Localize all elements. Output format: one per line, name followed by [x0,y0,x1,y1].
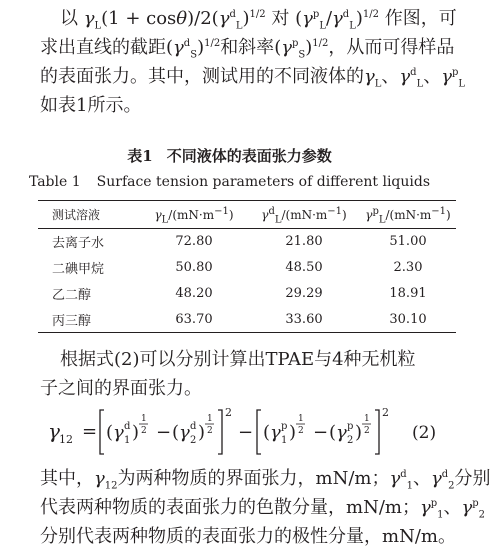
text: ( [295,8,303,29]
text: ) [242,8,250,29]
fraction-numerator: 1 [207,414,213,424]
superscript: −1 [327,205,343,217]
paren: ( [329,422,337,443]
text: 对 [271,8,290,29]
paragraph-line [40,467,491,491]
cell-gamma-d: 48.50 [285,260,323,275]
gamma-symbol: γ [461,497,473,518]
gamma-symbol: γ [179,422,190,443]
subscript: L [416,78,424,90]
subscript: L [274,213,282,225]
gamma-symbol: γ [154,207,162,222]
paragraph-line: 根据式(2)可以分别计算出TPAE与4种无机粒 [60,349,416,370]
gamma-symbol: γ [261,207,269,222]
text: 、 [443,497,462,518]
exponent: 2 [225,406,232,419]
subscript: L [161,213,169,225]
paragraph-line [40,65,465,89]
liquid-name: 丙三醇 [52,313,92,329]
cell-gamma-d: 21.80 [285,234,323,250]
paragraph-line: 子之间的界面张力。 [40,378,202,399]
text: 分别代表两种物质的表面张力的极性分量，mN/m。 [40,526,456,547]
subscript: 12 [104,480,118,492]
superscript: d [342,9,350,20]
text: ，从而可得样品 [328,37,455,58]
fraction-numerator: 1 [141,414,147,424]
superscript: p [472,498,479,509]
fraction-denominator: 2 [141,426,147,436]
text: 分别 [454,468,491,489]
right-bracket-icon [218,410,222,454]
subscript: S [190,49,198,61]
text: 代表两种物质的表面张力的色散分量，mN/m； [40,497,420,518]
formula-interfacial-tension [40,402,445,462]
paren: ( [106,422,114,443]
table-number: Table 1 [28,174,81,190]
text: ) [228,207,234,222]
superscript: d [410,67,417,78]
gamma-symbol: γ [332,8,343,29]
table-caption-en [0,172,459,192]
fraction-numerator: 1 [364,414,370,424]
superscript: d [183,38,191,49]
superscript: d [124,421,131,432]
subscript: L [319,20,326,32]
superscript: p [430,498,438,509]
paragraph-line [60,7,457,31]
table-row [38,229,456,255]
exponent: 2 [382,406,389,419]
paren: ) [132,422,140,443]
table-row [38,255,456,281]
table-number: 表1 [127,147,153,165]
equals-sign: = [82,421,98,442]
gamma-symbol: γ [389,468,401,489]
cell-gamma-l: 50.80 [175,260,213,275]
superscript: −1 [431,205,447,217]
fraction-denominator: 2 [364,426,370,436]
paren: ) [198,422,206,443]
text: ( [166,37,174,58]
minus-sign: − [156,422,172,443]
right-bracket-icon [375,410,379,454]
cell-gamma-p: 2.30 [393,260,423,275]
minus-sign: − [238,422,254,443]
text: 如表1所示。 [40,95,142,116]
table-title: 不同液体的表面张力参数 [166,147,332,165]
text: ) [342,207,347,222]
subscript: 2 [347,435,354,446]
subscript: L [235,20,243,32]
paren: ( [263,422,271,443]
left-bracket-icon [100,410,104,454]
superscript: p [312,9,320,20]
text: ) [446,207,451,222]
equation-number: (2) [412,423,437,443]
text: / [325,8,333,29]
cell-gamma-p: 18.91 [389,286,427,301]
text: )/2( [187,8,219,29]
unit: /(mN·m [385,207,432,222]
text: 、 [423,66,442,87]
paren: ( [172,422,180,443]
text: 为两种物质的界面张力，mN/m； [117,468,390,489]
superscript: d [268,205,275,217]
text: 、 [381,66,400,87]
gamma-symbol: γ [364,66,375,87]
cell-gamma-d: 33.60 [285,311,323,327]
column-header [360,201,456,229]
table-header-row [38,201,456,229]
superscript: 1/2 [204,38,221,49]
superscript: 1/2 [249,9,266,20]
subscript: L [378,213,386,225]
text: 以 [60,8,78,29]
table-row [38,281,456,307]
superscript: p [347,421,354,432]
table-row [38,307,456,333]
gamma-symbol: γ [431,468,442,489]
liquid-name: 乙二醇 [52,288,92,303]
subscript: L [349,20,356,32]
superscript: d [229,9,236,20]
column-header [248,201,360,229]
text: 作图，可 [384,8,457,29]
liquid-name: 二碘甲烷 [52,262,105,277]
text: (1 + cos [101,8,177,29]
column-header: 测试溶液 [52,208,101,222]
paragraph-line [40,525,456,549]
superscript: d [441,469,449,480]
gamma-symbol: γ [218,8,230,29]
superscript: p [372,205,379,217]
table-title: Surface tension parameters of different liquids [96,174,431,190]
subscript: 1 [124,435,131,446]
superscript: 1/2 [362,9,379,20]
cell-gamma-d: 29.29 [285,286,323,301]
gamma-symbol: γ [270,422,281,443]
gamma-symbol: γ [94,468,105,489]
superscript: d [190,421,197,432]
subscript: 2 [190,435,197,446]
cell-gamma-p: 51.00 [389,234,427,250]
text: ) [355,8,363,29]
gamma-symbol: γ [173,37,184,58]
column-header [140,201,248,229]
gamma-symbol: γ [48,419,60,443]
fraction-numerator: 1 [298,414,304,424]
paragraph-line [40,36,454,60]
liquid-name: 去离子水 [52,236,105,252]
theta-symbol: θ [176,8,188,29]
gamma-symbol: γ [441,66,452,87]
text: 、 [413,468,431,489]
paren: ) [289,422,297,443]
paragraph-line [40,94,141,118]
cell-gamma-l: 72.80 [175,234,213,250]
paragraph-line [40,496,485,520]
gamma-symbol: γ [302,8,313,29]
gamma-symbol: γ [419,497,431,518]
text: ) [305,37,313,58]
gamma-symbol: γ [113,422,124,443]
gamma-symbol: γ [399,66,411,87]
cell-gamma-l: 63.70 [175,311,213,327]
text: 其中， [40,468,94,489]
superscript: d [400,469,407,480]
surface-tension-table [38,200,456,333]
subscript: 12 [59,433,73,446]
subscript: L [374,78,382,90]
left-bracket-icon [257,410,261,454]
superscript: p [281,421,288,432]
table-caption-cn [0,146,459,166]
unit: /(mN·m [281,207,328,222]
cell-gamma-l: 48.20 [175,286,213,301]
superscript: p [451,67,459,78]
gamma-symbol: γ [83,8,95,29]
superscript: 1/2 [312,38,329,49]
subscript: L [94,20,102,32]
superscript: −1 [214,205,229,217]
cell-gamma-p: 30.10 [389,311,427,327]
subscript: L [458,78,466,90]
minus-sign: − [313,422,329,443]
gamma-symbol: γ [365,207,373,222]
superscript: p [291,38,299,49]
gamma-symbol: γ [336,422,347,443]
subscript: 1 [437,509,444,521]
text: ) [197,37,205,58]
text: 和斜率 [220,37,275,58]
subscript: 1 [406,480,413,492]
subscript: 2 [448,480,455,492]
text: ( [274,37,282,58]
text: 的表面张力。其中，测试用的不同液体的 [40,66,364,87]
fraction-denominator: 2 [298,426,304,436]
subscript: 2 [478,509,486,521]
unit: /(mN·m [168,207,215,222]
fraction-denominator: 2 [207,426,213,436]
gamma-symbol: γ [281,37,292,58]
subscript: S [298,49,306,61]
paren: ) [355,422,363,443]
text: 求出直线的截距 [40,37,166,58]
subscript: 1 [281,435,288,446]
